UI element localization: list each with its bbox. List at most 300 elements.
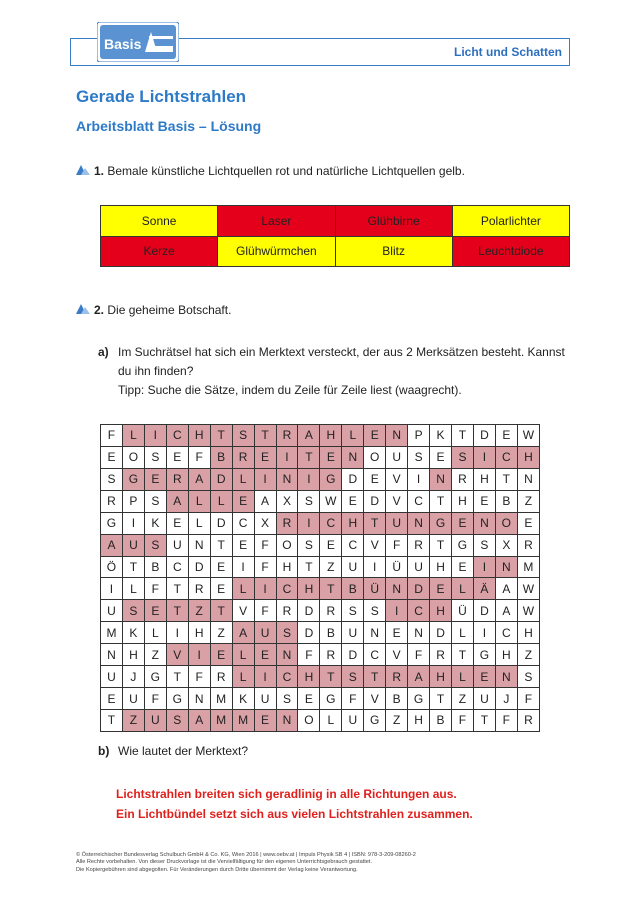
grid-cell: D <box>408 578 430 600</box>
grid-cell: R <box>320 644 342 666</box>
part-a-line-3: Tipp: Suche die Sätze, indem du Zeile für Zeile liest (waagrecht). <box>118 383 462 397</box>
grid-cell: I <box>254 578 276 600</box>
grid-cell: E <box>452 556 474 578</box>
grid-cell: U <box>254 622 276 644</box>
grid-cell: E <box>254 709 276 731</box>
light-source-cell: Polarlichter <box>452 206 569 237</box>
grid-cell: T <box>210 600 232 622</box>
grid-cell: I <box>144 425 166 447</box>
task-2 <box>76 303 231 317</box>
grid-cell: T <box>254 425 276 447</box>
grid-cell: C <box>408 600 430 622</box>
grid-cell: H <box>473 468 495 490</box>
grid-cell: F <box>254 556 276 578</box>
grid-cell: G <box>122 468 144 490</box>
grid-cell: I <box>473 556 495 578</box>
grid-cell: A <box>188 468 210 490</box>
grid-cell: Ü <box>364 578 386 600</box>
grid-row <box>101 425 540 447</box>
grid-cell: N <box>364 622 386 644</box>
grid-cell: U <box>254 688 276 710</box>
grid-cell: D <box>430 622 452 644</box>
grid-cell: F <box>517 688 539 710</box>
grid-row <box>101 666 540 688</box>
grid-cell: H <box>430 666 452 688</box>
grid-cell: L <box>122 425 144 447</box>
grid-cell: F <box>101 425 123 447</box>
grid-cell: C <box>232 512 254 534</box>
grid-cell: L <box>144 622 166 644</box>
grid-cell: U <box>473 688 495 710</box>
grid-cell: N <box>276 468 298 490</box>
grid-cell: I <box>473 622 495 644</box>
grid-cell: Z <box>517 490 539 512</box>
light-source-cell: Leuchtdiode <box>452 236 569 267</box>
grid-cell: E <box>144 468 166 490</box>
grid-cell: E <box>298 688 320 710</box>
grid-cell: F <box>254 600 276 622</box>
grid-row <box>101 622 540 644</box>
task-1-number: 1. <box>94 164 105 178</box>
grid-cell: U <box>386 512 408 534</box>
grid-cell: W <box>517 600 539 622</box>
grid-cell: Ü <box>386 556 408 578</box>
grid-cell: N <box>188 534 210 556</box>
grid-cell: R <box>166 468 188 490</box>
grid-cell: M <box>101 622 123 644</box>
footer-line-1: © Österreichischer Bundesverlag Schulbuch GmbH & Co. KG, Wien 2016 | www.oebv.at | Impuls Physik SB 4 | ISBN: 978-3-209-08260-2 <box>76 852 416 858</box>
grid-cell: M <box>210 709 232 731</box>
grid-cell: V <box>386 644 408 666</box>
grid-cell: H <box>188 425 210 447</box>
grid-cell: V <box>386 468 408 490</box>
grid-cell: U <box>144 709 166 731</box>
grid-cell: S <box>298 534 320 556</box>
light-source-cell: Sonne <box>101 206 218 237</box>
light-source-cell: Laser <box>218 206 335 237</box>
grid-cell: T <box>430 688 452 710</box>
task-2-number: 2. <box>94 303 105 317</box>
grid-cell: U <box>166 534 188 556</box>
grid-cell: R <box>386 666 408 688</box>
grid-cell: D <box>188 556 210 578</box>
grid-cell: S <box>364 600 386 622</box>
grid-cell: I <box>386 600 408 622</box>
grid-cell: D <box>342 644 364 666</box>
grid-cell: S <box>342 666 364 688</box>
grid-cell: D <box>364 490 386 512</box>
grid-cell: H <box>320 425 342 447</box>
grid-cell: V <box>364 534 386 556</box>
grid-cell: E <box>166 446 188 468</box>
grid-cell: L <box>452 622 474 644</box>
grid-cell: G <box>320 468 342 490</box>
grid-cell: I <box>254 468 276 490</box>
grid-cell: N <box>408 622 430 644</box>
grid-cell: N <box>188 688 210 710</box>
grid-cell: U <box>342 556 364 578</box>
grid-cell: F <box>188 666 210 688</box>
grid-cell: Z <box>386 709 408 731</box>
grid-cell: G <box>452 534 474 556</box>
grid-row <box>101 512 540 534</box>
grid-cell: O <box>298 709 320 731</box>
grid-cell: G <box>144 666 166 688</box>
grid-cell: S <box>298 490 320 512</box>
grid-cell: I <box>232 556 254 578</box>
grid-cell: O <box>364 446 386 468</box>
footer-line-3: Die Kopiergebühren sind abgegolten. Für Veränderungen durch Dritte übernimmt der Verlag keine Verantwortung. <box>76 866 358 873</box>
grid-cell: D <box>473 600 495 622</box>
grid-cell: D <box>210 512 232 534</box>
grid-cell: H <box>452 490 474 512</box>
grid-cell: E <box>210 556 232 578</box>
answer-line-1: Lichtstrahlen breiten sich geradlinig in alle Richtungen aus. <box>116 787 457 801</box>
grid-cell: S <box>276 688 298 710</box>
grid-cell: O <box>122 446 144 468</box>
color-table-row <box>101 206 570 237</box>
grid-cell: S <box>276 622 298 644</box>
grid-cell: L <box>232 468 254 490</box>
grid-cell: V <box>364 688 386 710</box>
grid-cell: S <box>232 425 254 447</box>
grid-cell: S <box>473 534 495 556</box>
grid-cell: I <box>364 556 386 578</box>
grid-cell: X <box>276 490 298 512</box>
grid-cell: C <box>495 446 517 468</box>
light-source-cell: Blitz <box>335 236 452 267</box>
grid-cell: G <box>101 512 123 534</box>
grid-cell: Ö <box>101 556 123 578</box>
grid-cell: T <box>320 578 342 600</box>
grid-cell: Z <box>144 644 166 666</box>
grid-cell: T <box>122 556 144 578</box>
grid-cell: E <box>210 644 232 666</box>
grid-cell: E <box>495 425 517 447</box>
grid-cell: I <box>122 512 144 534</box>
grid-cell: E <box>517 512 539 534</box>
grid-cell: C <box>166 556 188 578</box>
grid-cell: H <box>517 446 539 468</box>
grid-cell: E <box>166 512 188 534</box>
header-title: Licht und Schatten <box>454 45 562 59</box>
grid-cell: U <box>342 709 364 731</box>
grid-cell: F <box>144 578 166 600</box>
light-source-cell: Kerze <box>101 236 218 267</box>
grid-cell: Z <box>452 688 474 710</box>
grid-cell: E <box>430 578 452 600</box>
grid-cell: Z <box>210 622 232 644</box>
grid-cell: D <box>342 468 364 490</box>
grid-cell: T <box>166 600 188 622</box>
grid-cell: C <box>166 425 188 447</box>
grid-cell: T <box>166 666 188 688</box>
grid-cell: Z <box>122 709 144 731</box>
grid-cell: S <box>144 534 166 556</box>
grid-cell: E <box>364 425 386 447</box>
grid-cell: R <box>276 512 298 534</box>
grid-cell: T <box>298 556 320 578</box>
grid-cell: P <box>408 425 430 447</box>
grid-row <box>101 644 540 666</box>
footer <box>76 852 556 874</box>
grid-cell: H <box>122 644 144 666</box>
grid-cell: K <box>430 425 452 447</box>
grid-cell: D <box>298 622 320 644</box>
grid-cell: W <box>517 578 539 600</box>
grid-cell: L <box>210 490 232 512</box>
grid-cell: F <box>298 644 320 666</box>
grid-cell: E <box>320 534 342 556</box>
grid-cell: I <box>254 666 276 688</box>
grid-cell: G <box>430 512 452 534</box>
light-source-table <box>100 205 570 267</box>
grid-row <box>101 490 540 512</box>
grid-row <box>101 688 540 710</box>
grid-cell: H <box>430 556 452 578</box>
grid-cell: V <box>166 644 188 666</box>
grid-cell: T <box>210 425 232 447</box>
grid-cell: W <box>320 490 342 512</box>
grid-cell: S <box>342 600 364 622</box>
grid-cell: R <box>517 709 539 731</box>
grid-cell: B <box>495 490 517 512</box>
grid-cell: O <box>495 512 517 534</box>
grid-cell: T <box>364 512 386 534</box>
grid-cell: N <box>386 578 408 600</box>
grid-cell: T <box>495 468 517 490</box>
grid-cell: E <box>342 490 364 512</box>
grid-cell: U <box>386 446 408 468</box>
grid-cell: N <box>473 512 495 534</box>
grid-cell: A <box>101 534 123 556</box>
grid-cell: A <box>166 490 188 512</box>
grid-cell: A <box>495 600 517 622</box>
grid-cell: C <box>320 512 342 534</box>
grid-cell: E <box>254 446 276 468</box>
grid-cell: L <box>452 578 474 600</box>
grid-cell: E <box>101 446 123 468</box>
grid-cell: U <box>101 600 123 622</box>
grid-cell: H <box>408 709 430 731</box>
grid-cell: A <box>232 622 254 644</box>
grid-row <box>101 709 540 731</box>
grid-cell: T <box>430 490 452 512</box>
grid-cell: E <box>320 446 342 468</box>
grid-cell: N <box>276 644 298 666</box>
grid-cell: R <box>210 666 232 688</box>
grid-cell: E <box>232 490 254 512</box>
grid-cell: C <box>364 644 386 666</box>
grid-cell: S <box>144 490 166 512</box>
grid-cell: F <box>254 534 276 556</box>
grid-cell: T <box>210 534 232 556</box>
grid-cell: W <box>517 425 539 447</box>
grid-cell: T <box>364 666 386 688</box>
page-title: Gerade Lichtstrahlen <box>76 87 247 106</box>
part-a-label: a) <box>98 345 109 359</box>
part-b-label: b) <box>98 744 110 758</box>
grid-cell: R <box>517 534 539 556</box>
grid-cell: R <box>408 534 430 556</box>
grid-cell: K <box>232 688 254 710</box>
part-a-line-1: Im Suchrätsel hat sich ein Merktext versteckt, der aus 2 Merksätzen besteht. Kannst <box>118 345 565 359</box>
grid-cell: F <box>495 709 517 731</box>
grid-cell: C <box>495 622 517 644</box>
grid-cell: T <box>473 709 495 731</box>
grid-cell: L <box>452 666 474 688</box>
grid-cell: A <box>254 490 276 512</box>
grid-cell: A <box>495 578 517 600</box>
mountain-icon <box>76 164 90 176</box>
grid-cell: R <box>276 425 298 447</box>
svg-text:Basis: Basis <box>104 36 142 52</box>
grid-cell: E <box>364 468 386 490</box>
grid-cell: H <box>430 600 452 622</box>
grid-cell: T <box>298 446 320 468</box>
grid-cell: S <box>517 666 539 688</box>
grid-cell: E <box>473 666 495 688</box>
grid-cell: Ä <box>473 578 495 600</box>
grid-cell: R <box>232 446 254 468</box>
grid-cell: U <box>101 666 123 688</box>
grid-cell: R <box>430 644 452 666</box>
grid-cell: L <box>188 512 210 534</box>
grid-cell: E <box>144 600 166 622</box>
grid-cell: D <box>298 600 320 622</box>
grid-cell: N <box>430 468 452 490</box>
grid-cell: R <box>320 600 342 622</box>
grid-cell: T <box>166 578 188 600</box>
footer-line-2: Alle Rechte vorbehalten. Von dieser Druckvorlage ist die Vervielfältigung für den eigenen Unterrichtsgebrauch gestattet. <box>76 859 373 866</box>
grid-cell: A <box>298 425 320 447</box>
grid-cell: I <box>188 644 210 666</box>
grid-cell: G <box>473 644 495 666</box>
mountain-icon <box>76 303 90 315</box>
grid-cell: I <box>298 468 320 490</box>
grid-row <box>101 534 540 556</box>
grid-cell: Z <box>320 556 342 578</box>
grid-cell: V <box>232 600 254 622</box>
grid-cell: V <box>386 490 408 512</box>
grid-cell: R <box>452 468 474 490</box>
grid-cell: N <box>517 468 539 490</box>
grid-cell: M <box>210 688 232 710</box>
grid-cell: R <box>276 600 298 622</box>
grid-cell: U <box>408 556 430 578</box>
grid-cell: L <box>122 578 144 600</box>
grid-cell: I <box>276 446 298 468</box>
basis-logo <box>97 22 179 62</box>
grid-cell: S <box>452 446 474 468</box>
grid-cell: H <box>298 578 320 600</box>
grid-cell: F <box>408 644 430 666</box>
grid-cell: L <box>232 666 254 688</box>
grid-cell: H <box>276 556 298 578</box>
grid-cell: T <box>452 425 474 447</box>
grid-cell: G <box>166 688 188 710</box>
grid-cell: T <box>101 709 123 731</box>
grid-cell: D <box>210 468 232 490</box>
grid-cell: U <box>122 688 144 710</box>
grid-cell: N <box>386 425 408 447</box>
grid-cell: F <box>342 688 364 710</box>
grid-cell: E <box>473 490 495 512</box>
grid-row <box>101 600 540 622</box>
grid-cell: O <box>276 534 298 556</box>
grid-cell: C <box>276 666 298 688</box>
grid-cell: F <box>144 688 166 710</box>
grid-cell: I <box>473 446 495 468</box>
page-subtitle: Arbeitsblatt Basis – Lösung <box>76 118 262 134</box>
grid-cell: S <box>408 446 430 468</box>
grid-cell: N <box>342 446 364 468</box>
grid-cell: G <box>408 688 430 710</box>
grid-row <box>101 446 540 468</box>
grid-cell: D <box>473 425 495 447</box>
grid-cell: L <box>232 578 254 600</box>
grid-cell: J <box>122 666 144 688</box>
grid-cell: T <box>430 534 452 556</box>
grid-cell: E <box>232 534 254 556</box>
grid-cell: G <box>364 709 386 731</box>
task-2-text: Die geheime Botschaft. <box>107 303 232 317</box>
grid-cell: E <box>210 578 232 600</box>
light-source-cell: Glühbirne <box>335 206 452 237</box>
grid-cell: A <box>408 666 430 688</box>
grid-cell: Z <box>517 644 539 666</box>
grid-cell: H <box>495 644 517 666</box>
grid-cell: L <box>232 644 254 666</box>
grid-cell: H <box>517 622 539 644</box>
grid-cell: I <box>166 622 188 644</box>
light-source-cell: Glühwürmchen <box>218 236 335 267</box>
grid-cell: K <box>144 512 166 534</box>
grid-cell: L <box>342 425 364 447</box>
grid-cell: A <box>188 709 210 731</box>
part-b-text: Wie lautet der Merktext? <box>118 744 249 758</box>
grid-cell: H <box>342 512 364 534</box>
grid-cell: L <box>188 490 210 512</box>
grid-cell: B <box>386 688 408 710</box>
grid-cell: E <box>430 446 452 468</box>
answer-line-2: Ein Lichtbündel setzt sich aus vielen Lichtstrahlen zusammen. <box>116 807 473 821</box>
grid-cell: I <box>408 468 430 490</box>
grid-cell: M <box>232 709 254 731</box>
grid-row <box>101 578 540 600</box>
grid-cell: Ü <box>452 600 474 622</box>
grid-cell: N <box>276 709 298 731</box>
part-a-line-2: du ihn finden? <box>118 364 194 378</box>
grid-cell: E <box>386 622 408 644</box>
grid-cell: Z <box>188 600 210 622</box>
grid-cell: C <box>276 578 298 600</box>
grid-cell: H <box>298 666 320 688</box>
grid-cell: T <box>452 644 474 666</box>
grid-cell: I <box>298 512 320 534</box>
grid-cell: J <box>495 688 517 710</box>
grid-cell: T <box>320 666 342 688</box>
grid-cell: S <box>144 446 166 468</box>
grid-cell: G <box>320 688 342 710</box>
color-table-row <box>101 236 570 267</box>
grid-cell: R <box>101 490 123 512</box>
grid-cell: N <box>408 512 430 534</box>
grid-cell: K <box>122 622 144 644</box>
grid-cell: N <box>495 556 517 578</box>
grid-cell: B <box>342 578 364 600</box>
word-search-grid <box>100 424 540 732</box>
